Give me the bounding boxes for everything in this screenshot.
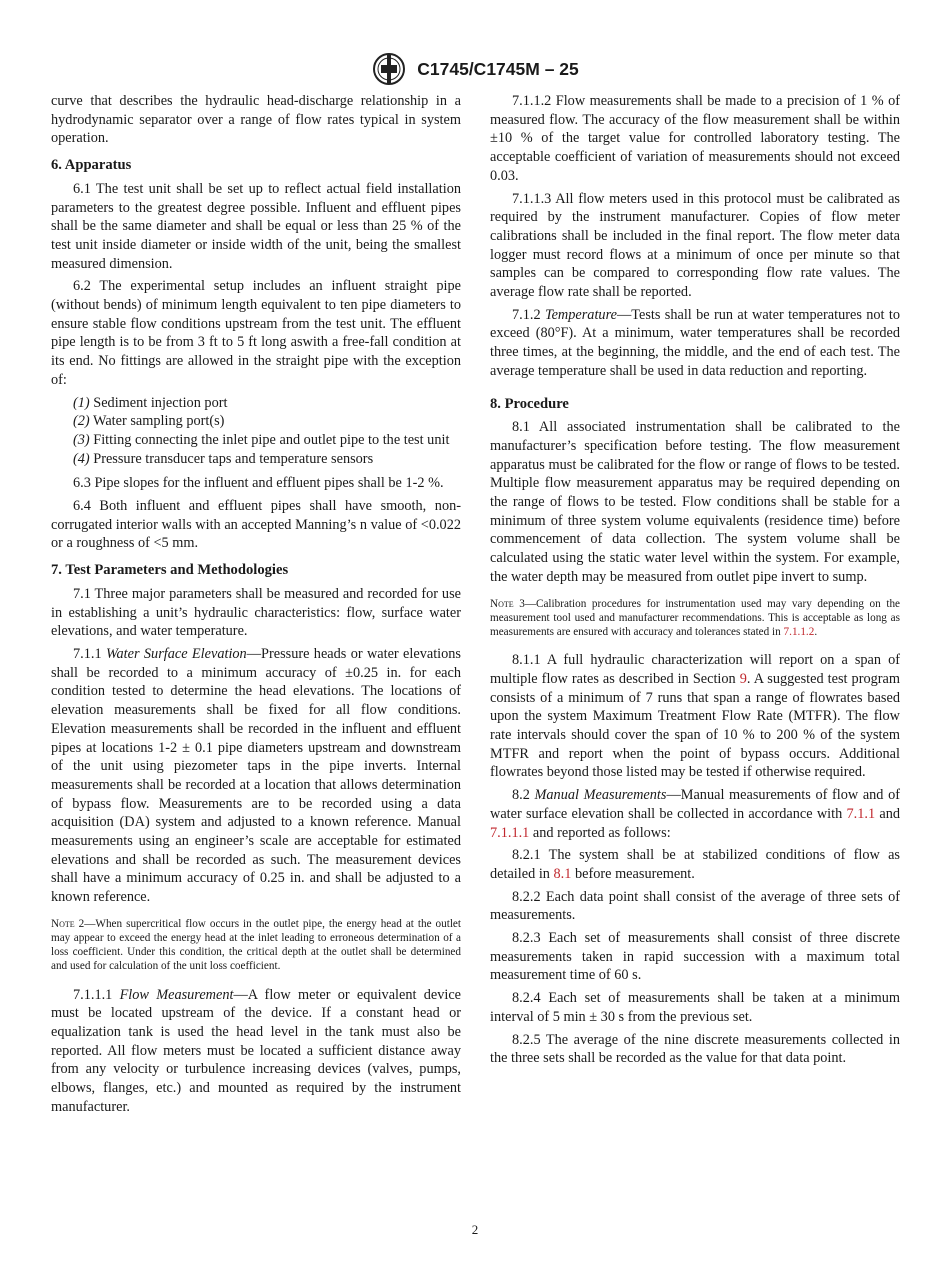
left-column: [51, 92, 461, 1121]
paragraph-6-4: 6.4 Both influent and effluent pipes shall have smooth, non-corrugated interior walls with an accepted Manning’s n value of <0.022 or a roughness of <5 mm.: [51, 498, 461, 552]
paragraph-8-2: 8.2 Manual Measurements—Manual measurements of flow and of water surface elevation shall be collected in accordance with 7.1.1 and 7.1.1.1 and reported as follows:: [490, 787, 901, 841]
list-item: (3) Fitting connecting the inlet pipe and outlet pipe to the test unit: [73, 431, 450, 448]
astm-logo-icon: [371, 52, 407, 86]
section-6-heading: 6. Apparatus: [51, 157, 132, 174]
paragraph-7-1-1-1: 7.1.1.1 Flow Measurement—A flow meter or equivalent device must be located upstream of the device. If a constant head or equalization tank is used the head level in the tank must also be reported. All flow meters must be located a sufficient distance away from any velocity or turbulence increasing devices (valves, pumps, elbows, flanges, etc.) and mounted as required by the instrument manufacturer.: [51, 986, 462, 1115]
paragraph-7-1-2: 7.1.2 Temperature—Tests shall be run at water temperatures not to exceed (80°F). At a minimum, water temperatures shall be recorded three times, at the beginning, the middle, and the end of each test. The average temperature shall be used in data reduction and reporting.: [490, 306, 900, 379]
paragraph-8-2-2: 8.2.2 Each data point shall consist of the average of three sets of measurements.: [490, 888, 900, 924]
paragraph-7-1: 7.1 Three major parameters shall be measured and recorded for use in establishing a unit’s hydraulic characteristics: flow, surface water elevations, and water temperature.: [51, 585, 461, 640]
paragraph-8-2-5: 8.2.5 The average of the nine discrete measurements collected in the three sets shall be recorded as the value for that data point.: [490, 1031, 900, 1067]
section-7-heading: 7. Test Parameters and Methodologies: [51, 562, 289, 579]
paragraph-6-2: 6.2 The experimental setup includes an influent straight pipe (without bends) of minimum length equivalent to ten pipe diameters to ensure stable flow conditions upstream from the test unit. The effluent pipe length is to be from 3 ft to 5 ft long aswith a free-fall condition at its end. No fittings are allowed in the straight pipe with the exception of:: [51, 278, 461, 388]
note-3: Note 3—Calibration procedures for instrumentation used may vary depending on the measurement tool used and manufacturer recommendations. This is acceptable as long as measurements are ensured with accuracy and tolerances stated in 7.1.1.2.: [490, 597, 900, 638]
ref-link-8-1[interactable]: 8.1: [553, 865, 572, 882]
paragraph-8-2-4: 8.2.4 Each set of measurements shall be taken at a minimum interval of 5 min ± 30 s from the previous set.: [490, 990, 900, 1025]
paragraph-8-2-3: 8.2.3 Each set of measurements shall consist of three discrete measurements taken in rapid succession with a maximum total measurement time of 60 s.: [490, 930, 900, 984]
list-item: (2) Water sampling port(s): [73, 413, 225, 430]
ref-link-section-9[interactable]: 9: [739, 670, 747, 687]
page-number: 2: [471, 1222, 479, 1237]
ref-link-7-1-1-2[interactable]: 7.1.1.2: [783, 625, 815, 638]
intro-paragraph: curve that describes the hydraulic head-discharge relationship in a hydrodynamic separator over a range of flow rates typical in system operation.: [51, 93, 461, 147]
right-column: [490, 92, 900, 1072]
paragraph-7-1-1-3: 7.1.1.3 All flow meters used in this protocol must be calibrated as required by the instrument manufacturer. Copies of flow meter calibrations shall be included in the final report. The flow meter data logger must record flows at a minimum of once per minute so that samples can be compared to corresponding flow rate values. The average flow rate shall be reported.: [490, 190, 900, 301]
paragraph-6-1: 6.1 The test unit shall be set up to reflect actual field installation parameters to the greatest degree possible. Influent and effluent pipes shall be the same diameter and shall be equal or less than 25 % of the test unit inside diameter or inside width of the unit, being the smallest measured dimension.: [51, 180, 461, 272]
paragraph-8-2-1: 8.2.1 The system shall be at stabilized conditions of flow as detailed in 8.1 before measurement.: [490, 847, 900, 882]
section-8-heading: 8. Procedure: [490, 395, 569, 412]
paragraph-8-1: 8.1 All associated instrumentation shall be calibrated to the manufacturer’s specification before testing. The flow measurement apparatus must be calibrated for the flow or range of flows to be tested. Multiple flow measurement apparatus may be required depending on the range of flows to be tested. Flow conditions shall be stable for a minimum of three system volume equivalents (residence time) before commencement of data collection. The system volume shall be calculated using the static water level within the system. For example, the water depth may be measured from outlet pipe invert to sump.: [490, 419, 900, 585]
paragraph-7-1-1-2: 7.1.1.2 Flow measurements shall be made to a precision of 1 % of measured flow. The accuracy of the flow measurement shall be within ±10 % of the target value for controlled laboratory testing. The acceptable coefficient of variation of measurements should not exceed 0.03.: [490, 93, 900, 184]
ref-link-7-1-1[interactable]: 7.1.1: [846, 805, 876, 822]
paragraph-7-1-1: 7.1.1 Water Surface Elevation—Pressure heads or water elevations shall be recorded to a minimum accuracy of ±0.25 in. for each condition tested to determine the head elevations. The locations of elevation measurements shall be fixed for all flow conditions. Elevation measurements shall be recorded in the influent and effluent pipes at locations 1-2 ± 0.1 pipe diameters upstream and downstream of the unit using piezometer taps in the pipe inverts. Internal measurements shall be recorded at a location that allows determination of bypass flow. Measurements are to be recorded using a data acquisition (DA) system and adjusted to a known reference. Manual measurements using an engineer’s scale are acceptable for estimated elevations and shall be recorded as such. The measurement devices shall have a minimum accuracy of 0.25 in. and shall be adjusted to a known reference.: [51, 645, 461, 906]
standard-designation: C1745/C1745M – 25: [417, 58, 579, 79]
note-2: Note 2—When supercritical flow occurs in the outlet pipe, the energy head at the outlet may appear to exceed the energy head at the inlet leading to erroneous determination of a loss coefficient. Under this condition, the critical depth at the outlet shall be determined and used for calculation of the unit loss coefficient.: [51, 917, 461, 973]
paragraph-8-1-1: 8.1.1 A full hydraulic characterization will report on a span of multiple flow rates as described in Section 9. A suggested test program consists of a minimum of 7 runs that span a range of flowrates based upon the system Maximum Treatment Flow Rate (MTFR). The flow rate intervals should cover the span of 10 % to 200 % of the system MTFR and report when the point of bypass occurs. Additional flowrates beyond those listed may be tested if otherwise required.: [490, 652, 900, 781]
page-header: [0, 52, 950, 86]
paragraph-6-3: 6.3 Pipe slopes for the influent and effluent pipes shall be 1-2 %.: [73, 475, 444, 492]
ref-link-7-1-1-1[interactable]: 7.1.1.1: [490, 824, 530, 841]
list-item: (4) Pressure transducer taps and temperature sensors: [73, 450, 374, 467]
list-item: (1) Sediment injection port: [73, 394, 228, 411]
